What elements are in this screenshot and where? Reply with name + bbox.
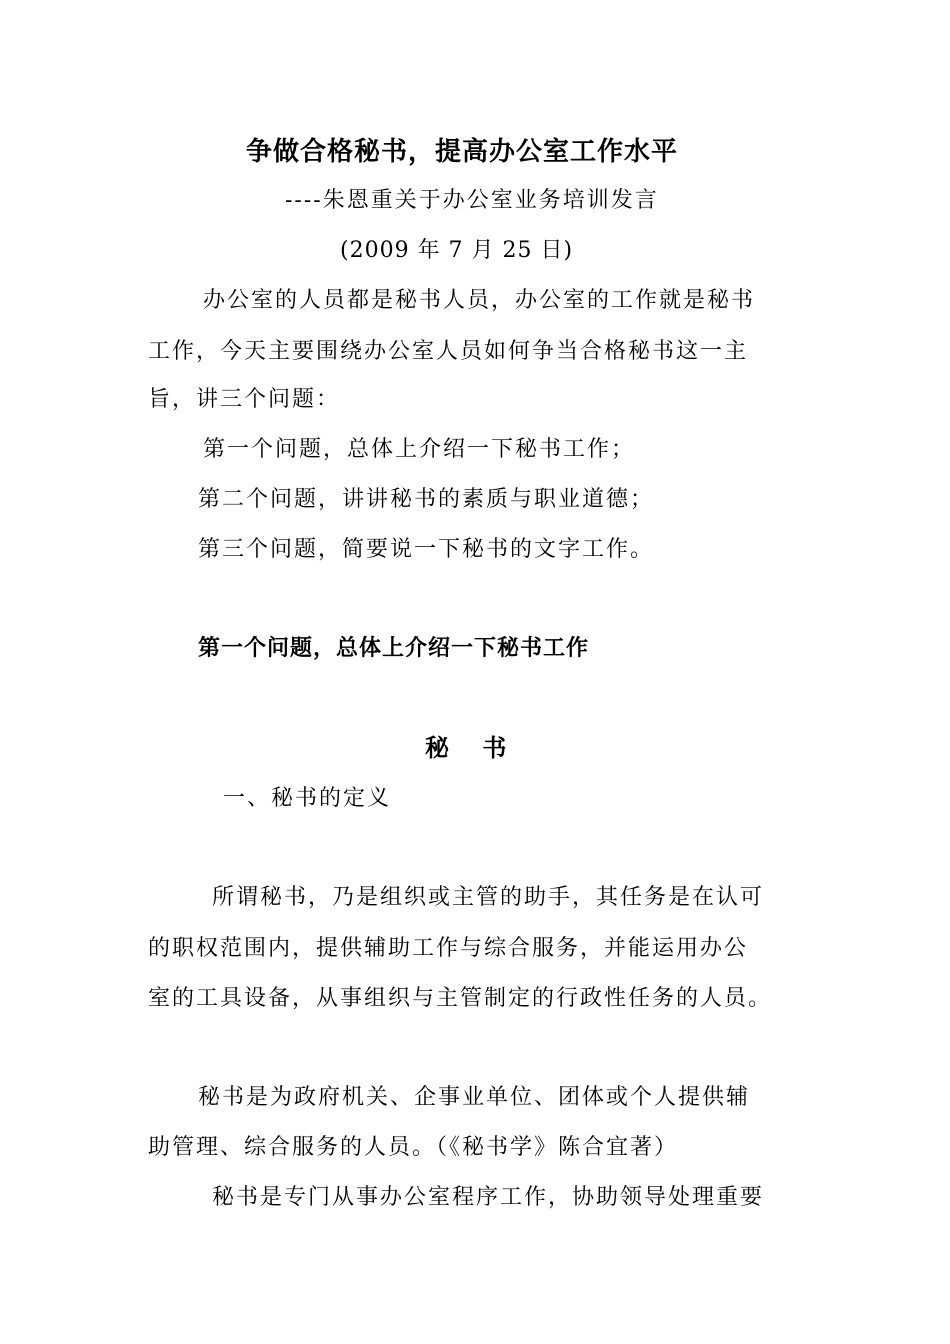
paragraph-line: 助管理、综合服务的人员。（《秘书学》陈合宜著） — [148, 1135, 679, 1160]
paragraph-line: 所谓秘书，乃是组织或主管的助手，其任务是在认可 — [212, 885, 765, 910]
intro-line: 工作，今天主要围绕办公室人员如何争当合格秘书这一主 — [148, 339, 749, 364]
topic-item: 第一个问题，总体上介绍一下秘书工作； — [203, 437, 636, 462]
document-subtitle: ----朱恩重关于办公室业务培训发言 — [285, 188, 659, 213]
document-title: 争做合格秘书，提高办公室工作水平 — [246, 137, 679, 167]
paragraph-line: 室的工具设备，从事组织与主管制定的行政性任务的人员。 — [148, 986, 773, 1011]
paragraph-line: 秘书是为政府机关、企事业单位、团体或个人提供辅 — [198, 1085, 751, 1110]
intro-line: 旨，讲三个问题： — [148, 387, 341, 412]
subsection-heading: 一、秘书的定义 — [223, 786, 392, 811]
paragraph-line: 秘书是专门从事办公室程序工作，协助领导处理重要 — [212, 1185, 765, 1210]
paragraph-line: 的职权范围内，提供辅助工作与综合服务，并能运用办公 — [148, 936, 749, 961]
topic-item: 第三个问题，简要说一下秘书的文字工作。 — [198, 537, 655, 562]
document-date: (2009 年 7 月 25 日) — [340, 238, 574, 263]
center-heading: 秘 书 — [425, 734, 507, 762]
section-heading: 第一个问题，总体上介绍一下秘书工作 — [198, 636, 590, 661]
intro-line: 办公室的人员都是秘书人员，办公室的工作就是秘书 — [203, 288, 756, 313]
topic-item: 第二个问题，讲讲秘书的素质与职业道德； — [198, 487, 655, 512]
